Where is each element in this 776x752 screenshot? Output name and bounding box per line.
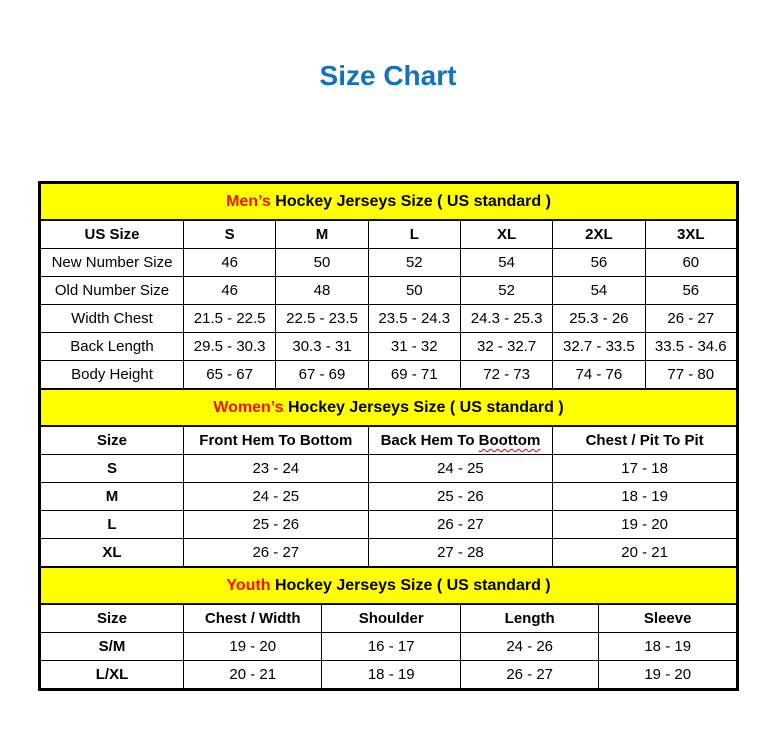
table-row <box>40 633 738 661</box>
row-label: New Number Size <box>40 249 184 277</box>
value-cell: 20 - 21 <box>553 539 738 568</box>
youth-banner-accent: Youth <box>226 576 271 594</box>
value-cell: 21.5 - 22.5 <box>184 305 276 333</box>
value-cell: 19 - 20 <box>599 661 738 690</box>
value-cell: 29.5 - 30.3 <box>184 333 276 361</box>
value-cell: 48 <box>276 277 368 305</box>
header-cell: Size <box>40 426 184 455</box>
value-cell: 26 - 27 <box>645 305 737 333</box>
row-label: Body Height <box>40 361 184 390</box>
value-cell: 25 - 26 <box>368 483 553 511</box>
value-cell: 25.3 - 26 <box>553 305 645 333</box>
youth-banner-cell <box>40 567 738 604</box>
womens-banner-cell <box>40 389 738 426</box>
table-row <box>40 249 738 277</box>
value-cell: 52 <box>368 249 460 277</box>
value-cell: 20 - 21 <box>184 661 322 690</box>
value-cell: 30.3 - 31 <box>276 333 368 361</box>
value-cell: 32.7 - 33.5 <box>553 333 645 361</box>
value-cell: 26 - 27 <box>460 661 598 690</box>
header-cell: 2XL <box>553 220 645 249</box>
value-cell: 26 - 27 <box>368 511 553 539</box>
value-cell: 23.5 - 24.3 <box>368 305 460 333</box>
row-label: S/M <box>40 633 184 661</box>
value-cell: 24 - 25 <box>184 483 369 511</box>
value-cell: 72 - 73 <box>460 361 552 390</box>
mens-banner-accent: Men’s <box>226 192 271 210</box>
value-cell: 74 - 76 <box>553 361 645 390</box>
value-cell: 25 - 26 <box>184 511 369 539</box>
table-row <box>40 455 738 483</box>
row-label: L <box>40 511 184 539</box>
row-label: Old Number Size <box>40 277 184 305</box>
value-cell: 24 - 25 <box>368 455 553 483</box>
value-cell: 46 <box>184 277 276 305</box>
value-cell: 16 - 17 <box>322 633 460 661</box>
value-cell: 23 - 24 <box>184 455 369 483</box>
value-cell: 60 <box>645 249 737 277</box>
mens-banner-cell <box>40 183 738 221</box>
header-cell: L <box>368 220 460 249</box>
youth-header-row <box>40 604 738 633</box>
value-cell: 31 - 32 <box>368 333 460 361</box>
row-label: S <box>40 455 184 483</box>
value-cell: 67 - 69 <box>276 361 368 390</box>
header-cell: Sleeve <box>599 604 738 633</box>
row-label: Back Length <box>40 333 184 361</box>
mens-banner-text: Hockey Jerseys Size ( US standard ) <box>270 192 551 210</box>
table-row <box>40 361 738 390</box>
value-cell: 56 <box>553 249 645 277</box>
womens-header-row <box>40 426 738 455</box>
header-cell: Size <box>40 604 184 633</box>
row-label: L/XL <box>40 661 184 690</box>
value-cell: 46 <box>184 249 276 277</box>
value-cell: 52 <box>460 277 552 305</box>
table-row <box>40 539 738 568</box>
value-cell: 24.3 - 25.3 <box>460 305 552 333</box>
mens-banner <box>40 183 738 221</box>
value-cell: 24 - 26 <box>460 633 598 661</box>
mens-header-row <box>40 220 738 249</box>
value-cell: 17 - 18 <box>553 455 738 483</box>
value-cell: 32 - 32.7 <box>460 333 552 361</box>
value-cell: 50 <box>368 277 460 305</box>
table-row <box>40 661 738 690</box>
header-cell: Front Hem To Bottom <box>184 426 369 455</box>
table-row <box>40 333 738 361</box>
header-cell: S <box>184 220 276 249</box>
youth-banner <box>40 567 738 604</box>
size-chart-table <box>38 181 739 691</box>
value-cell: 33.5 - 34.6 <box>645 333 737 361</box>
header-cell: US Size <box>40 220 184 249</box>
value-cell: 22.5 - 23.5 <box>276 305 368 333</box>
value-cell: 65 - 67 <box>184 361 276 390</box>
size-chart-container <box>38 181 739 691</box>
value-cell: 18 - 19 <box>322 661 460 690</box>
value-cell: 26 - 27 <box>184 539 369 568</box>
value-cell: 69 - 71 <box>368 361 460 390</box>
misspelled-word: Boottom <box>478 432 541 449</box>
value-cell: 77 - 80 <box>645 361 737 390</box>
header-cell: Chest / Width <box>184 604 322 633</box>
row-label: Width Chest <box>40 305 184 333</box>
row-label: M <box>40 483 184 511</box>
womens-banner <box>40 389 738 426</box>
value-cell: 54 <box>553 277 645 305</box>
page-title: Size Chart <box>319 60 457 91</box>
youth-banner-text: Hockey Jerseys Size ( US standard ) <box>270 576 551 594</box>
value-cell: 50 <box>276 249 368 277</box>
header-cell: Length <box>460 604 598 633</box>
womens-banner-accent: Women’s <box>213 398 284 416</box>
table-row <box>40 511 738 539</box>
womens-banner-text: Hockey Jerseys Size ( US standard ) <box>283 398 564 416</box>
header-cell: Shoulder <box>322 604 460 633</box>
value-cell: 54 <box>460 249 552 277</box>
row-label: XL <box>40 539 184 568</box>
value-cell: 27 - 28 <box>368 539 553 568</box>
header-cell: Chest / Pit To Pit <box>553 426 738 455</box>
table-row <box>40 483 738 511</box>
table-row <box>40 277 738 305</box>
header-cell: M <box>276 220 368 249</box>
header-cell <box>368 426 553 455</box>
header-text: Back Hem To <box>380 432 479 449</box>
value-cell: 18 - 19 <box>553 483 738 511</box>
header-cell: 3XL <box>645 220 737 249</box>
table-row <box>40 305 738 333</box>
value-cell: 18 - 19 <box>599 633 738 661</box>
value-cell: 19 - 20 <box>184 633 322 661</box>
value-cell: 56 <box>645 277 737 305</box>
value-cell: 19 - 20 <box>553 511 738 539</box>
header-cell: XL <box>460 220 552 249</box>
